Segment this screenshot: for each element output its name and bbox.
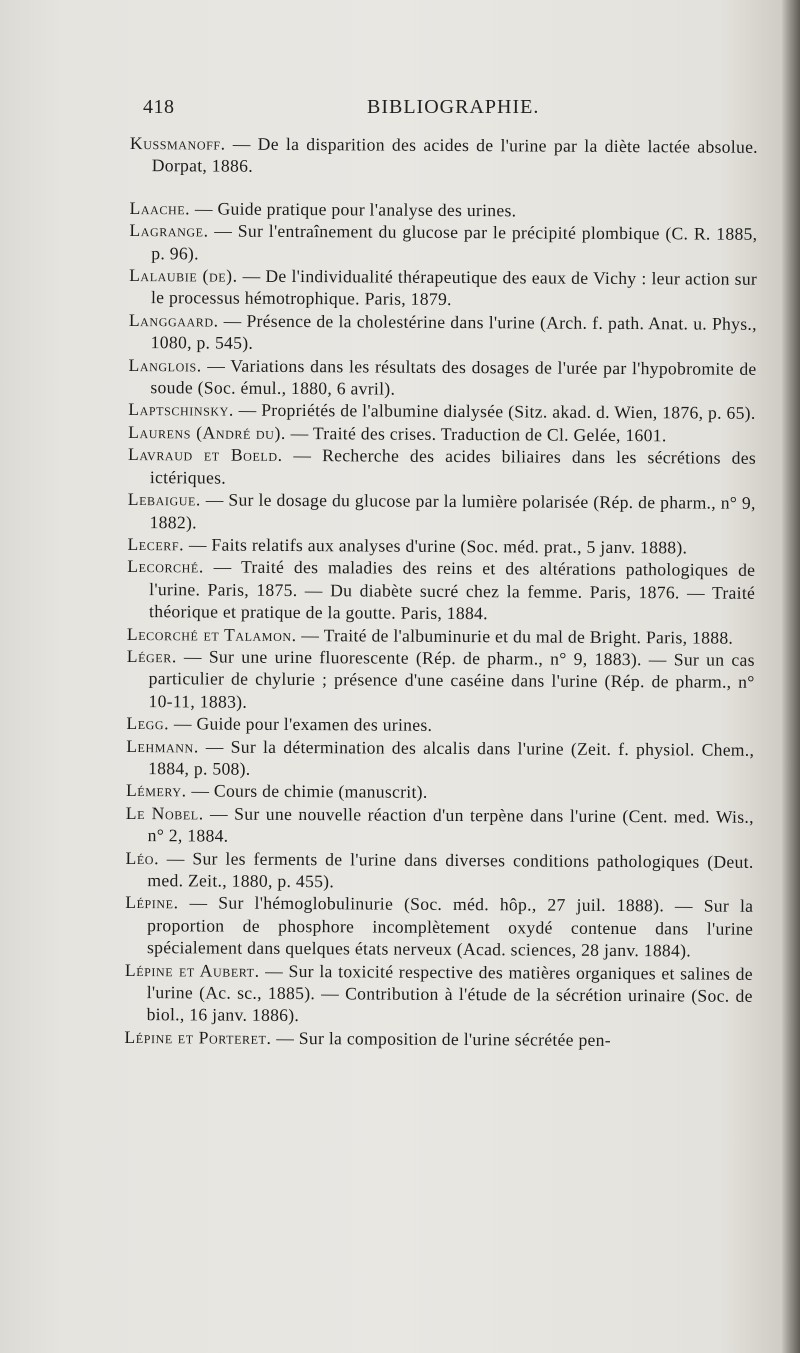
- bibliography-entry: [126, 802, 754, 851]
- bibliography-entry: [129, 264, 757, 313]
- entry-author: Lalaubie (de).: [129, 265, 238, 286]
- entry-text: — De la disparition des acides de l'urine par la diète lactée absolue. Dorpat, 1886.: [151, 133, 758, 177]
- entry-author: Lebaigue.: [127, 489, 202, 510]
- entry-author: Laurens (André du).: [128, 421, 287, 443]
- entry-text: — Traité des maladies des reins et des altérations pathologiques de l'urine. Paris, 1875. — Du diabète sucré chez la femme. Paris, 1876. — Traité théorique et pratique de la goutte. Paris, 1884.: [149, 556, 756, 624]
- entry-text: — Traité de l'albuminurie et du mal de Bright. Paris, 1888.: [296, 624, 734, 648]
- entry-text: — Sur la détermination des alcalis dans l'urine (Zeit. f. physiol. Chem., 1884, p. 508).: [148, 735, 755, 779]
- entry-author: Lépine.: [125, 892, 179, 913]
- entry-text: — Sur l'entraînement du glucose par le précipité plombique (C. R. 1885, p. 96).: [151, 220, 758, 264]
- entry-author: Langgaard.: [128, 309, 219, 331]
- entry-text: — Sur la composition de l'urine sécrétée pen-: [271, 1027, 612, 1050]
- entry-author: Lagrange.: [129, 220, 209, 241]
- running-title: BIBLIOGRAPHIE.: [367, 96, 540, 118]
- entry-text: — Guide pour l'examen des urines.: [169, 713, 433, 736]
- bibliography-entry: [128, 443, 756, 492]
- entry-author: Lépine et Aubert.: [124, 959, 260, 981]
- bibliography-entry: [125, 847, 753, 896]
- bibliography-entry: [126, 712, 754, 738]
- bibliography-entry: [130, 132, 758, 181]
- entry-text: — Sur la toxicité respective des matières organiques et salines de l'urine (Ac. sc., 1885). — Contribution à l'étude de la sécrétion urinaire (Soc. de biol., 16 janv. 1886).: [146, 960, 753, 1026]
- entry-text: — Faits relatifs aux analyses d'urine (Soc. méd. prat., 5 janv. 1888).: [184, 534, 688, 558]
- entry-text: — Variations dans les résultats des dosages de l'urée par l'hypobromite de soude (Soc. émul., 1880, 6 avril).: [150, 355, 757, 399]
- entry-text: — Traité des crises. Traduction de Cl. Gelée, 1601.: [285, 422, 667, 446]
- entry-text: — Sur le dosage du glucose par la lumière polarisée (Rép. de pharm., n° 9, 1882).: [149, 489, 756, 532]
- entry-text: — Recherche des acides biliaires dans les sécrétions des ictériques.: [149, 445, 757, 488]
- entry-author: Lehmann.: [126, 735, 199, 756]
- entry-author: Kussmanoff.: [129, 132, 226, 154]
- bibliography-entry: [126, 645, 754, 716]
- page-edge: [782, 0, 800, 1353]
- bibliography-entry: [128, 488, 756, 537]
- page-number: 418: [143, 96, 175, 118]
- entry-author: Laptschinsky.: [128, 399, 235, 421]
- bibliography-entry: [129, 309, 757, 358]
- entry-author: Lecorché et Talamon.: [126, 623, 297, 645]
- bibliography-entry: [124, 1026, 752, 1052]
- entry-author: Le Nobel.: [125, 802, 204, 824]
- entry-author: Legg.: [126, 713, 170, 734]
- entry-author: Lépine et Porteret.: [124, 1026, 272, 1048]
- entry-author: Laache.: [129, 197, 191, 219]
- entry-author: Léger.: [126, 645, 177, 667]
- entry-text: — Sur une urine fluorescente (Rép. de pharm., n° 9, 1883). — Sur un cas particulier de chylurie ; présence d'une caséine dans l'urine (Rép. de pharm., n° 10-11, 1883).: [148, 646, 755, 712]
- entry-text: — Présence de la cholestérine dans l'urine (Arch. f. path. Anat. u. Phys., 1080, p. 545).: [150, 310, 757, 354]
- entry-author: Lecorché.: [127, 556, 204, 577]
- entry-text: — Propriétés de l'albumine dialysée (Sitz. akad. d. Wien, 1876, p. 65).: [233, 400, 756, 424]
- bibliography-entry: [129, 219, 757, 268]
- bibliography-entry: [127, 555, 755, 626]
- entry-text: — De l'individualité thérapeutique des eaux de Vichy : leur action sur le processus hémotrophique. Paris, 1879.: [150, 265, 758, 310]
- entry-text: — Cours de chimie (manuscrit).: [186, 780, 428, 803]
- bibliography-entry: [126, 735, 754, 784]
- entry-author: Lecerf.: [127, 533, 185, 555]
- entry-text: — Sur les ferments de l'urine dans diverses conditions pathologiques (Deut. med. Zeit., 1880, p. 455).: [147, 847, 754, 892]
- entry-author: Léo.: [125, 847, 160, 868]
- entry-text: — Guide pratique pour l'analyse des urines.: [190, 198, 517, 221]
- bibliography-entry: [128, 354, 756, 403]
- entry-author: Lavraud et Boeld.: [127, 444, 283, 466]
- bibliography-list: [124, 132, 758, 1052]
- entry-author: Langlois.: [128, 354, 202, 376]
- entry-text: — Sur une nouvelle réaction d'un terpène dans l'urine (Cent. med. Wis., n° 2, 1884.: [147, 803, 754, 846]
- entry-author: Lémery.: [125, 780, 187, 801]
- entry-text: — Sur l'hémoglobulinurie (Soc. méd. hôp., 27 juil. 1888). — Sur la proportion de phosphore incomplètement oxydé contenue dans l'urine spécialement dans quelques états nerveux (Acad. sciences, 28 janv. 1884).: [146, 892, 754, 961]
- bibliography-entry: [125, 959, 753, 1030]
- bibliography-entry: [125, 891, 753, 962]
